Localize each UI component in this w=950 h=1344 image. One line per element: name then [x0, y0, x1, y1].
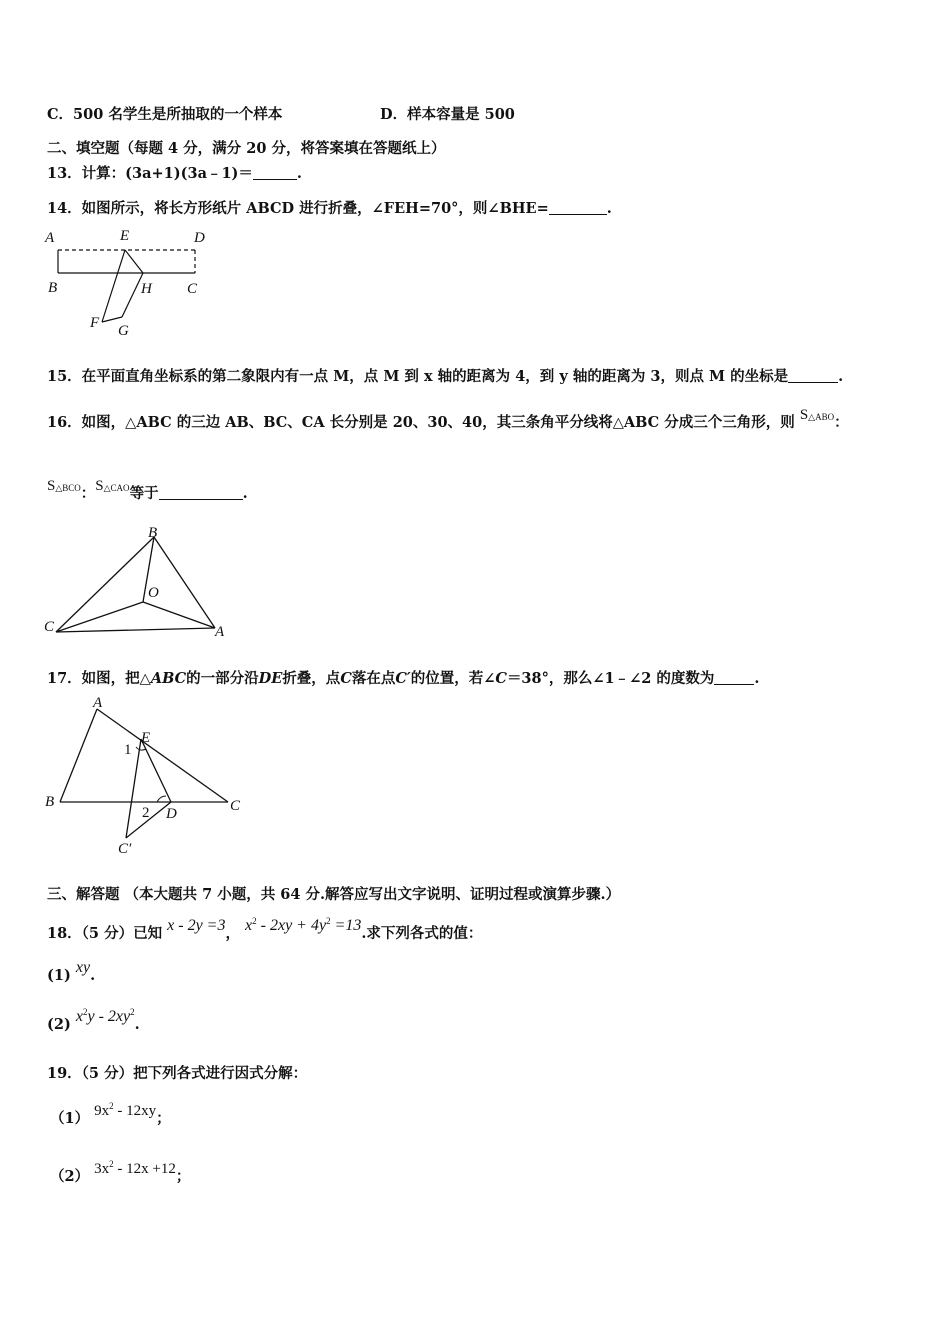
q18-comma: ，	[225, 925, 240, 942]
q17-de: DE	[258, 670, 283, 687]
q14	[47, 197, 612, 218]
label-d: D	[194, 230, 205, 246]
label-e: E	[141, 730, 151, 746]
item-end: .	[134, 1016, 140, 1033]
q17	[47, 667, 759, 688]
area-abo	[800, 407, 834, 423]
eq-part: x	[75, 1008, 83, 1025]
q19: 19．（5 分）把下列各式进行因式分解：	[47, 1065, 308, 1082]
eq-part: 3x	[94, 1161, 110, 1177]
label-e: E	[120, 228, 130, 244]
label-o: O	[148, 585, 159, 601]
fold-ef	[102, 250, 125, 322]
item-number: （2）	[50, 1168, 90, 1185]
q18-item2	[47, 1007, 140, 1034]
exponent: 2	[130, 1007, 135, 1017]
bisector-c	[56, 602, 143, 632]
q16-end: .	[242, 485, 248, 502]
item-end: .	[90, 967, 96, 984]
label-d: D	[166, 806, 177, 822]
item-expression	[94, 1161, 176, 1177]
label-f: F	[90, 315, 100, 331]
bisector-a	[143, 602, 215, 628]
q19-item2	[50, 1159, 191, 1186]
q17-abc: ABC	[150, 670, 187, 687]
answer-blank	[788, 368, 838, 383]
q16-figure	[40, 525, 240, 645]
fold-eh	[125, 250, 143, 273]
label-c: C	[44, 619, 55, 635]
area-subscript: △BCO	[55, 483, 81, 493]
item-end: ；	[156, 1110, 171, 1127]
eq-part: - 12x +12	[113, 1161, 176, 1177]
q16-text: 16．如图，△ABC 的三边 AB、BC、CA 长分别是 20、30、40，其三条角平分线将△ABC 分成三个三角形，则	[47, 414, 795, 431]
q14-text: 14．如图所示，将长方形纸片 ABCD 进行折叠，∠FEH=70°，则∠BHE=	[47, 200, 549, 217]
label-1: 1	[124, 742, 132, 758]
q17-text: 的一部分沿	[186, 670, 259, 687]
eq-part: y - 2xy	[87, 1008, 131, 1025]
q18-text: 18．（5 分）已知	[47, 925, 163, 942]
area-symbol: S	[799, 407, 809, 423]
eq-part: - 12xy	[113, 1103, 157, 1119]
q15	[47, 365, 843, 386]
q18-item1	[47, 959, 96, 985]
eq-part: x	[245, 917, 253, 934]
area-symbol: S	[47, 478, 56, 494]
q18	[47, 916, 483, 943]
q18-tail: .求下列各式的值：	[361, 925, 483, 942]
section3-heading: 三、解答题 （本大题共 7 小题，共 64 分.解答应写出文字说明、证明过程或演算步骤.）	[47, 886, 621, 903]
q17-c: C	[340, 670, 352, 687]
q12-option-d: D．样本容量是 500	[380, 106, 515, 123]
q17-text: 17．如图，把△	[47, 670, 151, 687]
label-b: B	[45, 794, 55, 810]
section2-heading: 二、填空题（每题 4 分，满分 20 分，将答案填在答题纸上）	[47, 140, 446, 157]
area-bco	[47, 478, 81, 494]
q14-end: .	[606, 200, 612, 217]
label-2: 2	[142, 805, 150, 821]
q13	[47, 162, 302, 183]
fold-fg	[102, 317, 122, 322]
q17-text: 落在点	[351, 670, 396, 687]
label-a: A	[93, 695, 103, 711]
label-c: C	[187, 281, 198, 297]
label-b: B	[48, 280, 58, 296]
q17-text: 的位置，若∠	[410, 670, 496, 687]
item-expression	[76, 1008, 135, 1025]
label-cprime: C′	[118, 841, 132, 857]
q17-text: 折叠，点	[282, 670, 341, 687]
q16-cont	[47, 478, 248, 503]
fold-ed	[141, 739, 171, 802]
q14-figure	[40, 225, 220, 345]
label-a: A	[215, 624, 225, 640]
label-c: C	[230, 798, 241, 814]
answer-blank	[159, 485, 243, 500]
side-ca	[56, 628, 215, 632]
fold-gh	[122, 273, 143, 317]
label-b: B	[148, 525, 158, 541]
answer-blank	[253, 165, 297, 180]
label-h: H	[141, 281, 152, 297]
item-end: ；	[175, 1168, 191, 1185]
answer-blank	[714, 670, 754, 685]
item-expression: xy	[75, 959, 91, 976]
q17-c: C	[495, 670, 507, 687]
area-subscript: △CAO	[103, 483, 130, 493]
side-cb	[56, 537, 154, 632]
exponent: 2	[109, 1101, 114, 1111]
angle-2-arc	[157, 796, 166, 802]
q15-end: .	[838, 368, 844, 385]
ratio-sep: ：	[834, 414, 849, 431]
exponent: 2	[326, 916, 331, 926]
q13-end: .	[296, 165, 302, 182]
item-number: (1)	[47, 967, 71, 984]
q17-cprime: C′	[395, 670, 411, 687]
q15-text: 15．在平面直角坐标系的第二象限内有一点 M，点 M 到 x 轴的距离为 4，到 y 轴的距离为 3，则点 M 的坐标是	[47, 368, 789, 385]
q13-text: 13．计算：(3a+1)(3a﹣1)＝	[47, 165, 253, 182]
q17-figure	[40, 692, 250, 857]
q17-text: ＝38°，那么∠1﹣∠2 的度数为	[506, 670, 715, 687]
exponent: 2	[109, 1159, 114, 1169]
area-subscript: △ABO	[808, 412, 835, 422]
area-cao	[95, 478, 129, 494]
q18-eq1: x - 2y =3	[167, 917, 226, 934]
side-ba	[154, 537, 215, 628]
q12-option-c: C．500 名学生是所抽取的一个样本	[47, 106, 283, 123]
exponent: 2	[252, 916, 257, 926]
label-a: A	[45, 230, 55, 246]
eq-part: 9x	[94, 1103, 110, 1119]
q16	[47, 407, 849, 432]
item-number: (2)	[47, 1016, 71, 1033]
item-expression	[94, 1103, 156, 1119]
area-symbol: S	[95, 478, 104, 494]
item-number: （1）	[50, 1110, 90, 1127]
side-ab	[60, 709, 97, 802]
q18-eq2	[245, 917, 361, 934]
label-g: G	[118, 323, 129, 339]
q19-item1	[50, 1101, 171, 1128]
eq-part: - 2xy + 4y	[256, 917, 327, 934]
side-ac	[97, 709, 228, 802]
ratio-sep: ：	[80, 485, 96, 502]
answer-blank	[549, 200, 607, 215]
exponent: 2	[82, 1007, 88, 1017]
eq-part: =13	[330, 917, 362, 934]
q16-tail: 等于	[129, 485, 159, 502]
q17-end: .	[754, 670, 760, 687]
